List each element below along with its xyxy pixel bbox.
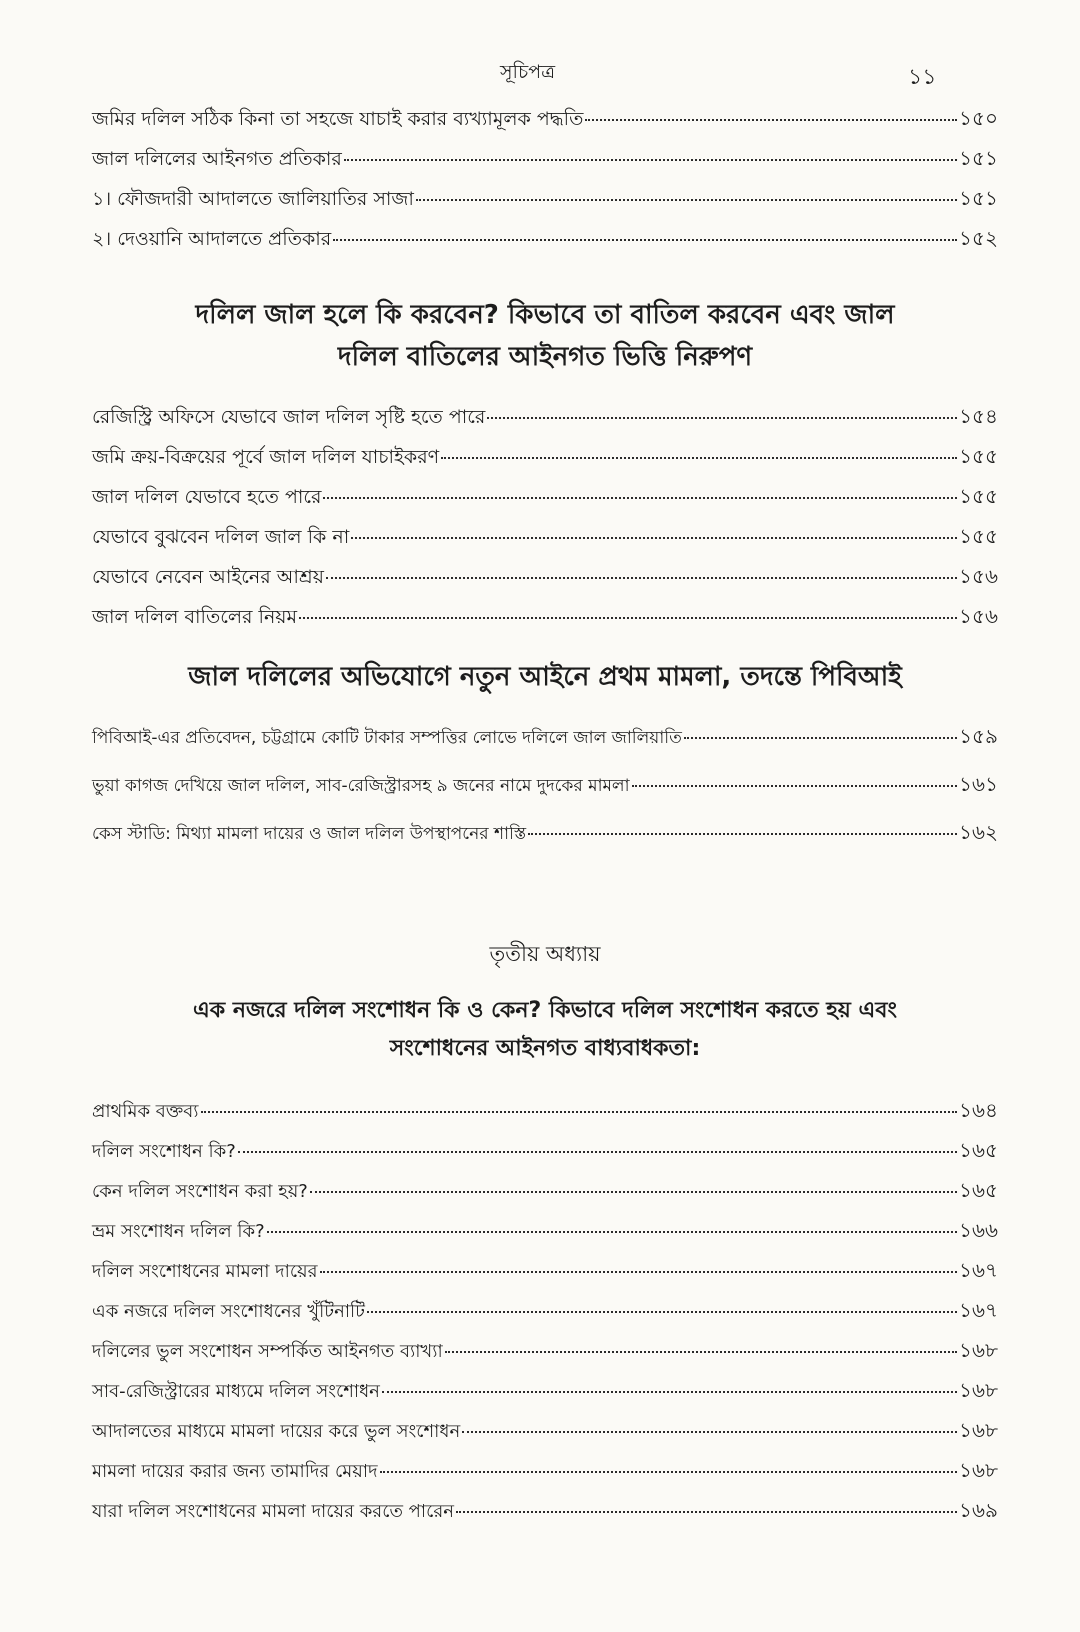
toc-entry-title: প্রাথমিক বক্তব্য <box>92 1101 199 1122</box>
dot-leader <box>351 537 957 539</box>
running-head <box>0 58 1080 88</box>
toc-entry-page: ১৬২ <box>959 820 998 844</box>
toc-entry-title: যেভাবে নেবেন আইনের আশ্রয় <box>92 566 324 588</box>
toc-entry <box>92 1256 998 1289</box>
dot-leader <box>416 199 957 201</box>
toc-entry-title: জমি ক্রয়-বিক্রয়ের পূর্বে জাল দলিল যাচাইকরণ <box>92 446 440 468</box>
toc-entry-title: যারা দলিল সংশোধনের মামলা দায়ের করতে পারেন <box>92 1501 454 1522</box>
dot-leader <box>310 1191 957 1193</box>
toc-entry-page: ১৬৮ <box>959 1338 998 1362</box>
toc-entry-title: যেভাবে বুঝবেন দলিল জাল কি না <box>92 526 350 548</box>
toc-entry <box>92 770 998 803</box>
toc-entry-title: জাল দলিল বাতিলের নিয়ম <box>92 606 298 628</box>
dot-leader <box>344 159 957 161</box>
toc-entry-title: দলিল সংশোধন কি? <box>92 1141 236 1162</box>
toc-entry-page: ১৬৫ <box>959 1138 998 1162</box>
toc-entry-title: পিবিআই-এর প্রতিবেদন, চট্টগ্রামে কোটি টাকার সম্পত্তির লোভে দলিলে জাল জালিয়াতি <box>92 728 682 748</box>
toc-entry-page: ১৬৮ <box>959 1378 998 1402</box>
dot-leader <box>380 1471 957 1473</box>
dot-leader <box>528 833 957 835</box>
dot-leader <box>201 1111 958 1113</box>
toc-entry <box>92 1216 998 1249</box>
toc-entry-title: এক নজরে দলিল সংশোধনের খুঁটিনাটি <box>92 1301 365 1322</box>
toc-entry-title: কেস স্টাডি: মিথ্যা মামলা দায়ের ও জাল দলিল উপস্থাপনের শাস্তি <box>92 824 527 844</box>
toc-entry-page: ১৬৫ <box>959 1178 998 1202</box>
toc-entry-page: ১৫১ <box>959 186 998 210</box>
toc-entry <box>92 1496 998 1529</box>
toc-entry-title: সাব-রেজিস্ট্রারের মাধ্যমে দলিল সংশোধন <box>92 1381 380 1402</box>
toc-entry-title: দলিল সংশোধনের মামলা দায়ের <box>92 1261 318 1282</box>
toc-entry-page: ১৬৭ <box>959 1298 998 1322</box>
toc-entry <box>92 1136 998 1169</box>
toc-entry-page: ১৫০ <box>959 106 998 130</box>
toc-entry <box>92 144 998 177</box>
toc-entry-page: ১৬৮ <box>959 1458 998 1482</box>
page-number: ১১ <box>908 65 937 90</box>
toc-entry <box>92 104 998 137</box>
toc-entry-title: দলিলের ভুল সংশোধন সম্পর্কিত আইনগত ব্যাখ্যা <box>92 1341 443 1362</box>
toc-entry <box>92 522 998 555</box>
toc-entry <box>92 184 998 217</box>
dot-leader <box>382 1391 957 1393</box>
dot-leader <box>333 239 957 241</box>
toc-entry <box>92 602 998 635</box>
toc-entry-title: জাল দলিলের আইনগত প্রতিকার <box>92 148 342 170</box>
toc-entry-page: ১৫১ <box>959 146 998 170</box>
section-heading <box>92 656 998 698</box>
toc-entry-title: জাল দলিল যেভাবে হতে পারে <box>92 486 322 508</box>
running-head-title: সূচিপত্র <box>500 61 556 83</box>
dot-leader <box>367 1311 957 1313</box>
toc-entry-title: ভুয়া কাগজ দেখিয়ে জাল দলিল, সাব-রেজিস্ট্রারসহ ৯ জনের নামে দুদকের মামলা <box>92 776 630 796</box>
toc-entry-page: ১৬৯ <box>959 1498 998 1522</box>
dot-leader <box>299 617 957 619</box>
toc-entry-page: ১৫৬ <box>959 564 998 588</box>
section-heading-line: জাল দলিলের অভিযোগে নতুন আইনে প্রথম মামলা, তদন্তে পিবিআই <box>188 662 902 692</box>
toc-entry-page: ১৫৫ <box>959 444 998 468</box>
dot-leader <box>445 1351 957 1353</box>
toc-entry <box>92 1376 998 1409</box>
dot-leader <box>320 1271 957 1273</box>
toc-entry-page: ১৬১ <box>959 772 998 796</box>
toc-entry-title: ২। দেওয়ানি আদালতে প্রতিকার <box>92 228 332 250</box>
toc-entry <box>92 442 998 475</box>
dot-leader <box>456 1511 957 1513</box>
toc-entry <box>92 1096 998 1129</box>
toc-entry <box>92 722 998 755</box>
dot-leader <box>326 577 957 579</box>
toc-entry <box>92 1456 998 1489</box>
dot-leader <box>462 1431 957 1433</box>
chapter-heading <box>92 992 998 1068</box>
dot-leader <box>441 457 957 459</box>
toc-entry-title: জমির দলিল সঠিক কিনা তা সহজে যাচাই করার ব্যখ্যামূলক পদ্ধতি <box>92 108 584 130</box>
toc-entry <box>92 1176 998 1209</box>
chapter-heading-line: সংশোধনের আইনগত বাধ্যবাধকতা: <box>389 1036 701 1061</box>
toc-entry-page: ১৫৬ <box>959 604 998 628</box>
toc-entry-page: ১৫২ <box>959 226 998 250</box>
toc-entry-page: ১৫৯ <box>959 724 998 748</box>
toc-entry-title: ১। ফৌজদারী আদালতে জালিয়াতির সাজা <box>92 188 414 210</box>
dot-leader <box>684 737 957 739</box>
toc-entry-title: আদালতের মাধ্যমে মামলা দায়ের করে ভুল সংশোধন <box>92 1421 461 1442</box>
dot-leader <box>585 119 957 121</box>
section-heading <box>92 294 998 378</box>
toc-entry <box>92 1336 998 1369</box>
section-heading-line: দলিল জাল হলে কি করবেন? কিভাবে তা বাতিল করবেন এবং জাল <box>195 300 895 330</box>
toc-entry <box>92 1296 998 1329</box>
toc-entry <box>92 482 998 515</box>
dot-leader <box>238 1151 957 1153</box>
toc-entry-page: ১৫৫ <box>959 524 998 548</box>
dot-leader <box>632 785 958 787</box>
toc-entry-page: ১৫৫ <box>959 484 998 508</box>
toc-entry-page: ১৬৭ <box>959 1258 998 1282</box>
toc-entry <box>92 224 998 257</box>
dot-leader <box>487 417 957 419</box>
toc-entry <box>92 562 998 595</box>
dot-leader <box>323 497 957 499</box>
toc-entry <box>92 1416 998 1449</box>
toc-entry-page: ১৬৬ <box>959 1218 998 1242</box>
toc-entry-page: ১৫৪ <box>959 404 998 428</box>
toc-entry-title: ভ্রম সংশোধন দলিল কি? <box>92 1221 265 1242</box>
toc-entry-title: মামলা দায়ের করার জন্য তামাদির মেয়াদ <box>92 1461 378 1482</box>
toc-entry <box>92 818 998 851</box>
dot-leader <box>267 1231 957 1233</box>
toc-entry <box>92 402 998 435</box>
toc-entry-page: ১৬৪ <box>959 1098 998 1122</box>
chapter-heading-line: এক নজরে দলিল সংশোধন কি ও কেন? কিভাবে দলিল সংশোধন করতে হয় এবং <box>193 998 897 1023</box>
section-heading-line: দলিল বাতিলের আইনগত ভিত্তি নিরুপণ <box>337 342 753 372</box>
chapter-label: তৃতীয় অধ্যায় <box>489 942 601 966</box>
toc-entry-title: কেন দলিল সংশোধন করা হয়? <box>92 1181 308 1202</box>
toc-entry-title: রেজিস্ট্রি অফিসে যেভাবে জাল দলিল সৃষ্টি হতে পারে <box>92 406 486 428</box>
toc-entry-page: ১৬৮ <box>959 1418 998 1442</box>
